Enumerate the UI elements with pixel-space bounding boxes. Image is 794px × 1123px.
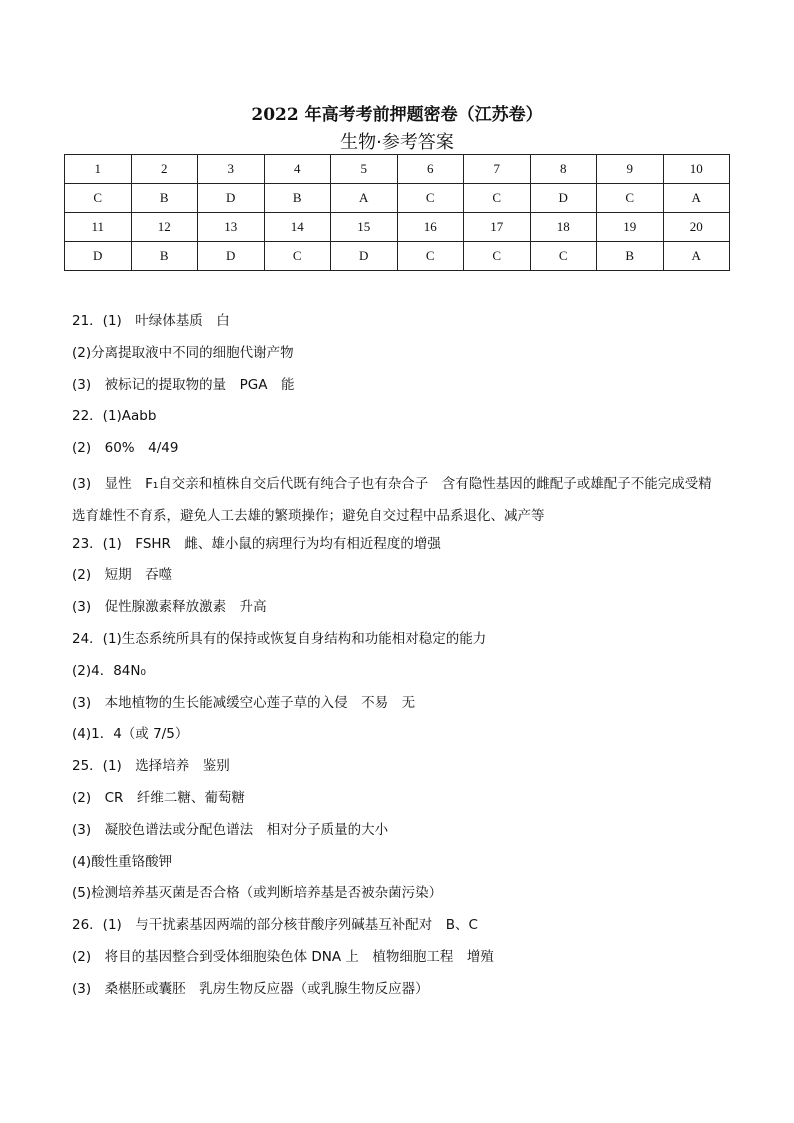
table-cell: A — [663, 242, 730, 271]
answer-line: (2) 60% 4/49 — [72, 440, 179, 457]
table-cell: B — [131, 184, 198, 213]
table-cell: C — [464, 184, 531, 213]
answer-line: (2) 短期 吞噬 — [72, 567, 173, 584]
table-cell: C — [65, 184, 132, 213]
table-cell: 9 — [597, 155, 664, 184]
answer-line: (2)4．84N₀ — [72, 662, 146, 679]
answer-list — [72, 310, 732, 1010]
answer-line: 24．(1)生态系统所具有的保持或恢复自身结构和功能相对稳定的能力 — [72, 630, 487, 647]
table-cell: C — [264, 242, 331, 271]
answer-line: (2) 将目的基因整合到受体细胞染色体 DNA 上 植物细胞工程 增殖 — [72, 948, 494, 965]
answer-line: 23．(1) FSHR 雌、雄小鼠的病理行为均有相近程度的增强 — [72, 535, 441, 552]
table-cell: 15 — [331, 213, 398, 242]
table-cell: D — [198, 184, 265, 213]
table-row-numbers — [65, 155, 730, 184]
answer-line: (3) 显性 F₁自交亲和植株自交后代既有纯合子也有杂合子 含有隐性基因的雌配子或雄配子不能完成受精 选育雄性不育系，避免人工去雄的繁琐操作；避免自交过程中品系退化、减产等 — [72, 475, 726, 524]
table-cell: C — [530, 242, 597, 271]
table-cell: D — [530, 184, 597, 213]
answer-line: 22．(1)Aabb — [72, 408, 157, 425]
table-cell: 20 — [663, 213, 730, 242]
page-subtitle: 生物·参考答案 — [340, 132, 454, 153]
answer-table — [64, 154, 730, 271]
table-row-numbers — [65, 213, 730, 242]
table-row-answers — [65, 242, 730, 271]
table-cell: 8 — [530, 155, 597, 184]
table-cell: D — [198, 242, 265, 271]
table-cell: 17 — [464, 213, 531, 242]
table-cell: 2 — [131, 155, 198, 184]
table-cell: C — [597, 184, 664, 213]
answer-line: (5)检测培养基灭菌是否合格（或判断培养基是否被杂菌污染） — [72, 885, 443, 902]
table-cell: 7 — [464, 155, 531, 184]
table-cell: B — [264, 184, 331, 213]
answer-line: (3) 凝胶色谱法或分配色谱法 相对分子质量的大小 — [72, 821, 389, 838]
table-cell: 18 — [530, 213, 597, 242]
table-cell: B — [597, 242, 664, 271]
answer-line: (3) 促性腺激素释放激素 升高 — [72, 599, 267, 616]
table-cell: 16 — [397, 213, 464, 242]
table-cell: A — [331, 184, 398, 213]
table-cell: C — [397, 242, 464, 271]
table-cell: 6 — [397, 155, 464, 184]
answer-line: (2)分离提取液中不同的细胞代谢产物 — [72, 344, 294, 361]
answer-line: (3) 桑椹胚或囊胚 乳房生物反应器（或乳腺生物反应器） — [72, 980, 429, 997]
table-cell: 12 — [131, 213, 198, 242]
table-cell: 3 — [198, 155, 265, 184]
answer-line: 21．(1) 叶绿体基质 白 — [72, 313, 230, 329]
table-cell: B — [131, 242, 198, 271]
table-cell: C — [397, 184, 464, 213]
table-cell: 10 — [663, 155, 730, 184]
table-cell: 13 — [198, 213, 265, 242]
answer-line: (2) CR 纤维二糖、葡萄糖 — [72, 789, 245, 806]
answer-line: 26．(1) 与干扰素基因两端的部分核苷酸序列碱基互补配对 B、C — [72, 917, 478, 934]
table-cell: 14 — [264, 213, 331, 242]
table-row-answers — [65, 184, 730, 213]
table-cell: C — [464, 242, 531, 271]
answer-line: (3) 被标记的提取物的量 PGA 能 — [72, 376, 295, 393]
table-cell: D — [65, 242, 132, 271]
table-cell: 1 — [65, 155, 132, 184]
answer-line: (4)1．4（或 7/5） — [72, 726, 189, 743]
table-cell: A — [663, 184, 730, 213]
table-cell: 5 — [331, 155, 398, 184]
answer-line: (3) 本地植物的生长能减缓空心莲子草的入侵 不易 无 — [72, 694, 416, 711]
table-cell: D — [331, 242, 398, 271]
page-title: 2022 年高考考前押题密卷（江苏卷） — [251, 105, 543, 125]
answer-line: 25．(1) 选择培养 鉴别 — [72, 758, 230, 775]
answer-line: (4)酸性重铬酸钾 — [72, 853, 173, 870]
table-cell: 4 — [264, 155, 331, 184]
table-cell: 11 — [65, 213, 132, 242]
table-cell: 19 — [597, 213, 664, 242]
